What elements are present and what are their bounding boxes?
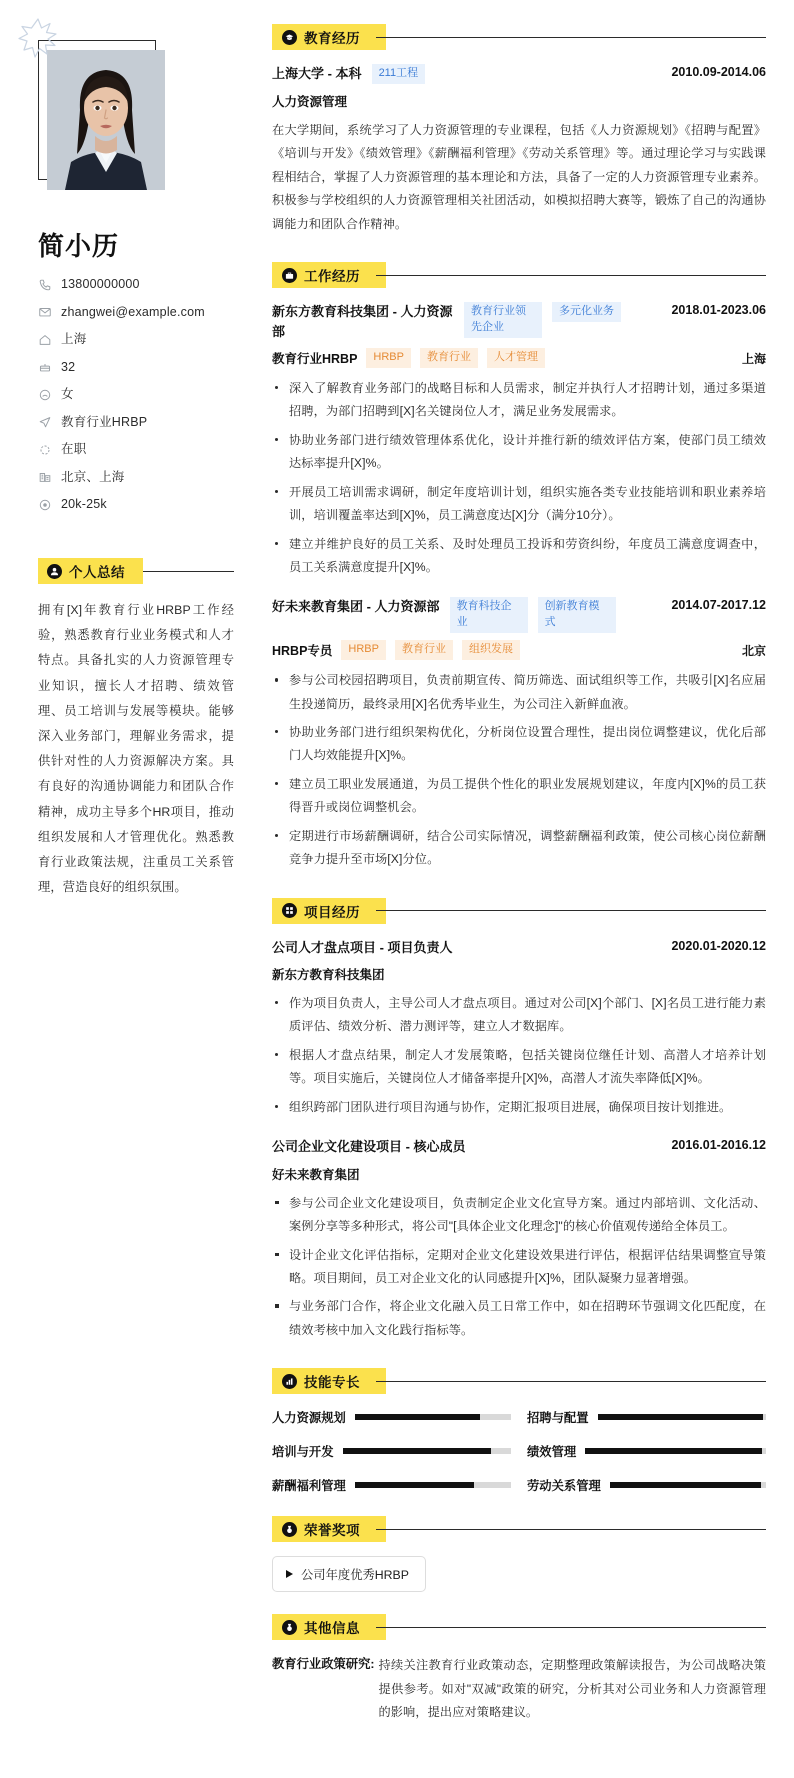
contact-value: 32 [61,359,76,374]
work-bullets [272,377,766,579]
section-title: 个人总结 [69,565,125,580]
entry-header [272,1137,766,1157]
section-rule [376,1529,766,1530]
other-info-row [272,1654,766,1724]
skill-label: 薪酬福利管理 [272,1479,346,1494]
grid-icon [282,903,297,918]
bullet-item: 协助业务部门进行绩效管理体系优化，设计并推行新的绩效评估方案，使部门员工绩效达标率提升[X]%。 [272,429,766,476]
section-title: 其他信息 [304,1621,360,1637]
contact-email [38,305,244,320]
education-entry [272,64,766,236]
medal-icon [282,1522,297,1537]
skill-bar [343,1448,512,1454]
entry-header [272,938,766,958]
section-skills [272,1368,766,1494]
bullet-item: 作为项目负责人，主导公司人才盘点项目。通过对公司[X]个部门、[X]名员工进行能力素质评估、绩效分析、潜力测评等，建立人才数据库。 [272,992,766,1039]
bullet-item: 与业务部门合作，将企业文化融入员工日常工作中，如在招聘环节强调文化匹配度，在绩效考核中加入文化践行指标等。 [272,1295,766,1342]
role-title: 教育行业HRBP [272,352,358,367]
entry-title-group [272,64,661,84]
role-title: HRBP专员 [272,644,333,659]
section-chip [272,1368,386,1394]
contact-home [38,332,244,347]
skill-label: 招聘与配置 [527,1411,589,1426]
entry-header [272,302,766,341]
company-name: 好未来教育集团 - 人力资源部 [272,599,440,615]
section-chip [272,24,386,50]
section-header [38,558,234,584]
avatar [47,50,165,190]
skill-row [272,1476,511,1494]
info-icon [282,1620,297,1635]
role-group [272,640,732,660]
skill-label: 绩效管理 [527,1445,577,1460]
skill-row [527,1476,766,1494]
section-header [272,24,766,50]
role-tag: 人才管理 [487,348,545,368]
bullet-item: 设计企业文化评估指标，定期对企业文化建设效果进行评估，根据评估结果调整宣导策略。项目期间，员工对企业文化的认同感提升[X]%，团队凝聚力显著增强。 [272,1244,766,1291]
skill-label: 培训与开发 [272,1445,334,1460]
honor-label: 公司年度优秀HRBP [301,1568,409,1583]
person-icon [47,564,62,579]
section-rule [376,37,766,38]
role-tag: 教育行业 [395,640,453,660]
section-work [272,262,766,872]
section-education [272,24,766,236]
section-rule [143,571,234,572]
section-rule [376,275,766,276]
chart-icon [282,1374,297,1389]
contact-value: 教育行业HRBP [61,414,148,429]
skill-fill [355,1482,474,1488]
city-icon [38,470,52,484]
role-tag: 教育行业 [420,348,478,368]
school-name: 上海大学 - 本科 [272,66,362,81]
company-tag: 教育科技企业 [450,597,528,633]
section-projects [272,898,766,1343]
play-triangle-icon [286,1570,293,1578]
company-tag: 多元化业务 [552,302,621,322]
project-bullets [272,1192,766,1343]
skill-fill [355,1414,480,1420]
summary-text: 拥有[X]年教育行业HRBP工作经验，熟悉教育行业业务模式和人才特点。具备扎实的人力资源管理专业知识，擅长人才招聘、绩效管理、员工培训与发展等模块。能够深入业务部门，理解业务需求，提供针对性的人力资源解决方案。具有良好的沟通协调能力和团队合作精神，成功主导多个HR项目，推动组织发展和人才管理优化。熟悉教育行业政策法规，注重员工关系管理，营造良好的组织氛围。 [38,603,234,895]
other-info-text: 持续关注教育行业政策动态，定期整理政策解读报告，为公司战略决策提供参考。如对"双减"政策的研究，分析其对公司业务和人力资源管理的影响，提出应对策略建议。 [378,1658,766,1720]
skill-fill [585,1448,762,1454]
contact-list [38,277,244,512]
company-name: 新东方教育科技集团 - 人力资源部 [272,304,453,339]
major-name: 人力资源管理 [272,94,348,109]
skill-fill [610,1482,762,1488]
work-date: 2018.01-2023.06 [671,303,766,318]
education-description: 在大学期间，系统学习了人力资源管理的专业课程，包括《人力资源规划》《招聘与配置》《培训与开发》《绩效管理》《薪酬福利管理》《劳动关系管理》等。通过理论学习与实践课程相结合，掌握了人力资源管理的基本理论和方法，具备了一定的人力资源管理专业素养。积极参与学校组织的人力资源管理相关社团活动，如模拟招聘大赛等，锻炼了自己的沟通协调能力和团队合作精神。 [272,122,766,231]
project-title: 公司企业文化建设项目 - 核心成员 [272,1139,466,1155]
work-entry [272,597,766,871]
section-header [272,898,766,924]
contact-cities [38,470,244,485]
skill-label: 人力资源规划 [272,1411,346,1426]
entry-title-group [272,597,661,633]
role-tag: HRBP [366,348,411,368]
contact-value: zhangwei@example.com [61,304,205,319]
section-chip [272,262,386,288]
section-title: 荣誉奖项 [304,1523,360,1539]
work-bullets [272,669,766,871]
work-location: 上海 [741,351,766,366]
contact-phone [38,277,244,292]
role-tag: 组织发展 [462,640,520,660]
section-header [272,1368,766,1394]
project-entry [272,1137,766,1342]
section-header [272,262,766,288]
bullet-item: 组织跨部门团队进行项目沟通与协作，定期汇报项目进展，确保项目按计划推进。 [272,1096,766,1119]
skill-fill [598,1414,763,1420]
honor-item[interactable] [272,1556,426,1592]
page-title: 简小历 [38,231,120,261]
section-title: 技能专长 [304,1375,360,1391]
section-title: 项目经历 [304,904,360,920]
bullet-item: 定期进行市场薪酬调研，结合公司实际情况，调整薪酬福利政策，使公司核心岗位薪酬竞争力提升至市场[X]分位。 [272,825,766,872]
bullet-item: 建立员工职业发展通道，为员工提供个性化的职业发展规划建议，年度内[X]%的员工获得晋升或岗位调整机会。 [272,773,766,820]
company-tag: 教育行业领先企业 [464,302,542,338]
section-rule [376,1381,766,1382]
bullet-item: 开展员工培训需求调研，制定年度培训计划，组织实施各类专业技能培训和职业素养培训，培训覆盖率达到[X]%，员工满意度达[X]分（满分10分）。 [272,481,766,528]
entry-role-row [272,348,766,368]
section-chip [272,1614,386,1640]
role-tag: HRBP [341,640,386,660]
contact-value: 上海 [61,332,87,346]
project-entry [272,938,766,1120]
entry-role-row [272,640,766,660]
contact-value: 20k-25k [61,497,107,511]
section-personal-summary [38,558,234,900]
photo-block [38,34,198,204]
home-icon [38,333,52,347]
bullet-item: 参与公司企业文化建设项目，负责制定企业文化宣导方案。通过内部培训、文化活动、案例分享等多种形式，将公司"[具体企业文化理念]"的核心价值观传递给全体员工。 [272,1192,766,1239]
project-date: 2016.01-2016.12 [671,1138,766,1153]
project-date: 2020.01-2020.12 [671,938,766,953]
mail-icon [38,305,52,319]
bullet-item: 建立并维护良好的员工关系、及时处理员工投诉和劳资纠纷，年度员工满意度调查中，员工关系满意度提升[X]%。 [272,533,766,580]
skill-bar [585,1448,766,1454]
skill-bar [598,1414,767,1420]
section-chip [272,898,386,924]
work-date: 2014.07-2017.12 [671,598,766,613]
salary-icon [38,498,52,512]
skill-bar [355,1414,511,1420]
contact-value: 在职 [61,442,87,456]
project-bullets [272,992,766,1119]
cake-icon [38,360,52,374]
work-entry [272,302,766,579]
status-icon [38,443,52,457]
project-org: 新东方教育科技集团 [272,968,385,983]
contact-status [38,442,244,457]
skill-row [527,1442,766,1460]
contact-value: 13800000000 [61,277,140,291]
contact-age [38,360,244,375]
section-honors [272,1516,766,1592]
entry-title-group [272,1137,661,1157]
target-icon [38,415,52,429]
skill-label: 劳动关系管理 [527,1479,601,1494]
section-title: 工作经历 [304,269,360,285]
sparkle-decoration [16,16,60,60]
entry-title-group [272,302,661,341]
section-chip [272,1516,386,1542]
skill-row [272,1442,511,1460]
section-rule [376,910,766,911]
contact-value: 北京、上海 [61,469,125,484]
honor-list [272,1556,766,1592]
skill-bar [355,1482,511,1488]
bullet-item: 深入了解教育业务部门的战略目标和人员需求，制定并执行人才招聘计划，通过多渠道招聘，为部门招聘到[X]名关键岗位人才，满足业务发展需求。 [272,377,766,424]
skill-row [527,1408,766,1426]
section-other-info [272,1614,766,1724]
contact-salary [38,497,244,512]
briefcase-icon [282,268,297,283]
school-tag: 211工程 [372,64,426,84]
skill-grid [272,1408,766,1494]
phone-icon [38,278,52,292]
company-tag: 创新教育模式 [538,597,616,633]
work-location: 北京 [741,643,766,658]
section-header [272,1516,766,1542]
entry-header [272,64,766,84]
bullet-item: 参与公司校园招聘项目，负责前期宣传、简历筛选、面试组织等工作，共吸引[X]名应届生投递简历，最终录用[X]名优秀毕业生，为公司注入新鲜血液。 [272,669,766,716]
other-info-label: 教育行业政策研究: [272,1657,375,1672]
bullet-item: 协助业务部门进行组织架构优化，分析岗位设置合理性，提出岗位调整建议，优化后部门人均效能提升[X]%。 [272,721,766,768]
contact-target-role [38,415,244,430]
skill-bar [610,1482,766,1488]
contact-value: 女 [61,387,74,401]
gender-icon [38,388,52,402]
entry-header [272,597,766,633]
skill-row [272,1408,511,1426]
sidebar [0,0,262,930]
cap-icon [282,30,297,45]
section-header [272,1614,766,1640]
section-title: 教育经历 [304,31,360,46]
role-group [272,348,732,368]
section-chip [38,558,143,584]
section-rule [376,1627,766,1628]
contact-gender [38,387,244,402]
main-column [262,0,794,1778]
entry-title-group [272,938,661,958]
education-date: 2010.09-2014.06 [671,65,766,79]
project-title: 公司人才盘点项目 - 项目负责人 [272,939,453,955]
project-org: 好未来教育集团 [272,1167,360,1182]
skill-fill [343,1448,491,1454]
bullet-item: 根据人才盘点结果，制定人才发展策略，包括关键岗位继任计划、高潜人才培养计划等。项目实施后，关键岗位人才储备率提升[X]%，高潜人才流失率降低[X]%。 [272,1044,766,1091]
